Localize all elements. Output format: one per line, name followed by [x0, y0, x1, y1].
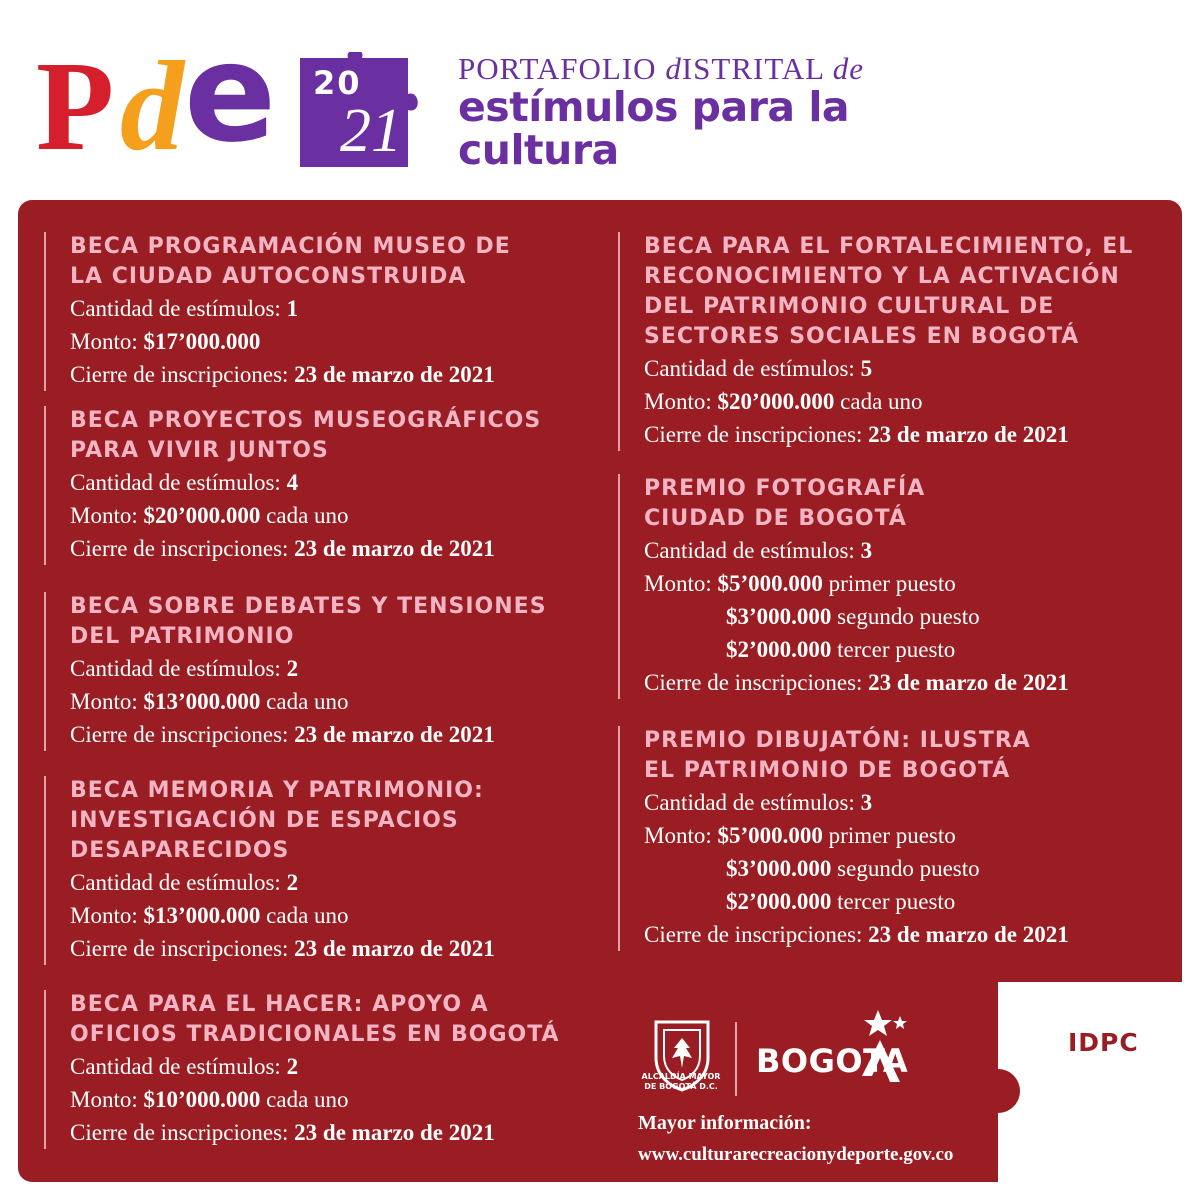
item-title: BECA PROYECTOS MUSEOGRÁFICOS PARA VIVIR JUNTOS [70, 408, 542, 463]
item-cierre: Cierre de inscripciones: 23 de marzo de 2021 [70, 1120, 495, 1145]
header-title [458, 51, 918, 175]
item-title: BECA PROGRAMACIÓN MUSEO DE LA CIUDAD AUTOCONSTRUIDA [70, 234, 511, 289]
item-monto-primer: Monto: $5’000.000 primer puesto [644, 823, 956, 848]
item-monto-segundo: $3’000.000 segundo puesto [726, 856, 980, 881]
item-monto-primer: Monto: $5’000.000 primer puesto [644, 571, 956, 596]
item-cantidad: Cantidad de estímulos: 4 [70, 470, 299, 495]
item-monto: Monto: $20’000.000 cada uno [70, 503, 349, 528]
year-puzzle-badge [300, 52, 428, 167]
item-proyectos-museograficos [44, 406, 541, 565]
item-fortalecimiento [618, 232, 1133, 451]
item-monto: Monto: $13’000.000 cada uno [70, 903, 349, 928]
year-bottom: 21 [340, 97, 402, 165]
item-monto-tercer: $2’000.000 tercer puesto [726, 889, 956, 914]
bogota-stars-icon [856, 1006, 912, 1086]
item-cantidad: Cantidad de estímulos: 2 [70, 870, 299, 895]
idpc-puzzle-icon [998, 982, 1182, 1182]
logo-divider [735, 1022, 737, 1096]
alcaldia-label: ALCALDÍA MAYOR DE BOGOTÁ D.C. [641, 1072, 721, 1091]
item-cierre: Cierre de inscripciones: 23 de marzo de 2021 [70, 722, 495, 747]
item-title: BECA PARA EL HACER: APOYO A OFICIOS TRADICIONALES EN BOGOTÁ [70, 992, 560, 1047]
item-memoria-patrimonio [44, 776, 495, 965]
item-title: PREMIO FOTOGRAFÍA CIUDAD DE BOGOTÁ [644, 476, 926, 531]
item-premio-dibujaton [618, 726, 1069, 951]
year-top: 20 [313, 64, 362, 102]
item-cierre: Cierre de inscripciones: 23 de marzo de 2021 [70, 536, 495, 561]
item-title: BECA SOBRE DEBATES Y TENSIONES DEL PATRIMONIO [70, 594, 547, 649]
item-premio-fotografia [618, 474, 1069, 699]
item-cantidad: Cantidad de estímulos: 2 [70, 1054, 299, 1079]
pde-logo-e: e [184, 15, 277, 173]
item-para-el-hacer [44, 990, 560, 1149]
item-cierre: Cierre de inscripciones: 23 de marzo de 2021 [644, 422, 1069, 447]
item-cierre: Cierre de inscripciones: 23 de marzo de 2021 [644, 922, 1069, 947]
item-monto: Monto: $17’000.000 [70, 329, 261, 354]
item-cierre: Cierre de inscripciones: 23 de marzo de 2021 [70, 936, 495, 961]
idpc-logo: IDPC [1068, 1028, 1139, 1057]
item-monto: Monto: $13’000.000 cada uno [70, 689, 349, 714]
item-title: BECA PARA EL FORTALECIMIENTO, EL RECONOCIMIENTO Y LA ACTIVACIÓN DEL PATRIMONIO CULTURAL DE SECTORES SOCIALES EN BOGOTÁ [644, 234, 1134, 349]
title-estimulos: estímulos para la [458, 83, 850, 132]
pde-logo-d: d [120, 35, 184, 177]
item-title: BECA MEMORIA Y PATRIMONIO: INVESTIGACIÓN DE ESPACIOS DESAPARECIDOS [70, 778, 484, 863]
pde-logo [36, 15, 286, 177]
item-cantidad: Cantidad de estímulos: 3 [644, 538, 873, 563]
item-monto: Monto: $10’000.000 cada uno [70, 1087, 349, 1112]
title-portafolio: PORTAFOLIO dISTRITAL de [458, 51, 864, 86]
item-programacion-museo [44, 232, 511, 391]
bogota-logo: BOGOTA [756, 1042, 909, 1080]
item-monto: Monto: $20’000.000 cada uno [644, 389, 923, 414]
item-cierre: Cierre de inscripciones: 23 de marzo de 2021 [644, 670, 1069, 695]
item-monto-tercer: $2’000.000 tercer puesto [726, 637, 956, 662]
item-cantidad: Cantidad de estímulos: 2 [70, 656, 299, 681]
item-debates-tensiones [44, 592, 547, 751]
item-cantidad: Cantidad de estímulos: 3 [644, 790, 873, 815]
header [0, 0, 1200, 195]
item-monto-segundo: $3’000.000 segundo puesto [726, 604, 980, 629]
info-url-link[interactable]: www.culturarecreacionydeporte.gov.co [638, 1144, 954, 1165]
item-cantidad: Cantidad de estímulos: 5 [644, 356, 873, 381]
item-cantidad: Cantidad de estímulos: 1 [70, 296, 299, 321]
pde-logo-p: P [36, 35, 115, 177]
mayor-informacion-label: Mayor información: [638, 1112, 812, 1134]
title-cultura: cultura [458, 126, 619, 175]
item-cierre: Cierre de inscripciones: 23 de marzo de 2021 [70, 362, 495, 387]
item-title: PREMIO DIBUJATÓN: ILUSTRA EL PATRIMONIO DE BOGOTÁ [644, 728, 1031, 783]
